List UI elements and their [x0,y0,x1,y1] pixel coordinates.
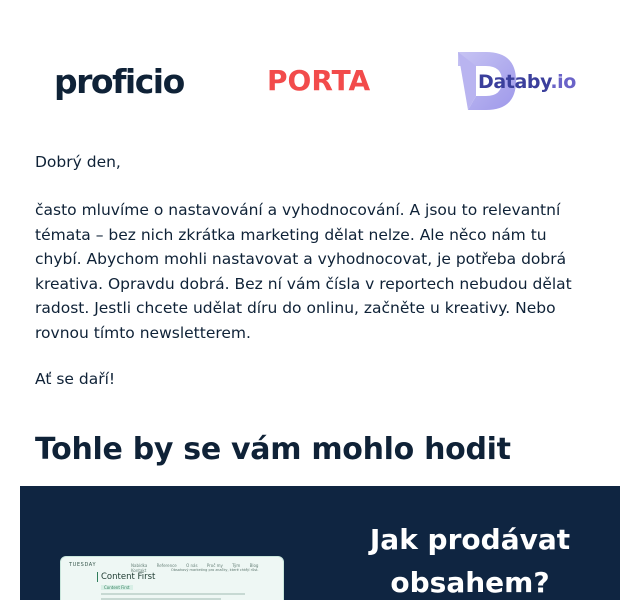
preview-text-lines [101,593,261,600]
preview-subtitle: Obsahový marketing pro značky, které chtějí růst. [171,568,259,572]
databy-wordmark [478,71,576,93]
preview-nav-item: Reference [156,563,177,568]
preview-nav-item: Kontakt [131,568,147,573]
preview-nav-item: O nás [186,563,198,568]
article-banner[interactable] [20,486,620,600]
greeting: Dobrý den, [35,153,121,171]
preview-heading: Content First [97,572,155,582]
section-title: Tohle by se vám mohlo hodit [35,432,511,467]
article-preview-image[interactable] [60,556,284,600]
banner-title[interactable]: Jak prodávat obsahem? [369,523,571,599]
porta-logo[interactable]: PORTA [267,64,371,97]
preview-nav-item: Nabídka [131,563,148,568]
databy-logo[interactable] [458,52,580,112]
intro-paragraph: často mluvíme o nastavování a vyhodnocování. A jsou to relevantní témata – bez nich zkrátka marketing dělat nelze. Ale něco nám tu chybí. Abychom mohli nastavovat a vyhodnocovat, je potřeba dobrá kreativa. Opravdu dobrá. Bez ní vám čísla v reportech nebudou dělat radost. Jestli chcete udělat díru do onlinu, začněte u kreativy. Nebo rovnou tímto newsletterem. [35,201,572,342]
preview-tag: Content First [101,585,133,590]
preview-brand: TUESDAY [69,562,97,568]
signoff: Ať se daří! [35,370,116,388]
databy-name: Databy [478,71,551,93]
preview-nav-item: Blog [249,563,259,568]
databy-suffix: .io [550,71,576,93]
proficio-logo[interactable]: proficio [54,62,184,101]
preview-nav-item: Proč my [206,563,223,568]
preview-nav-item: Tým [232,563,241,568]
